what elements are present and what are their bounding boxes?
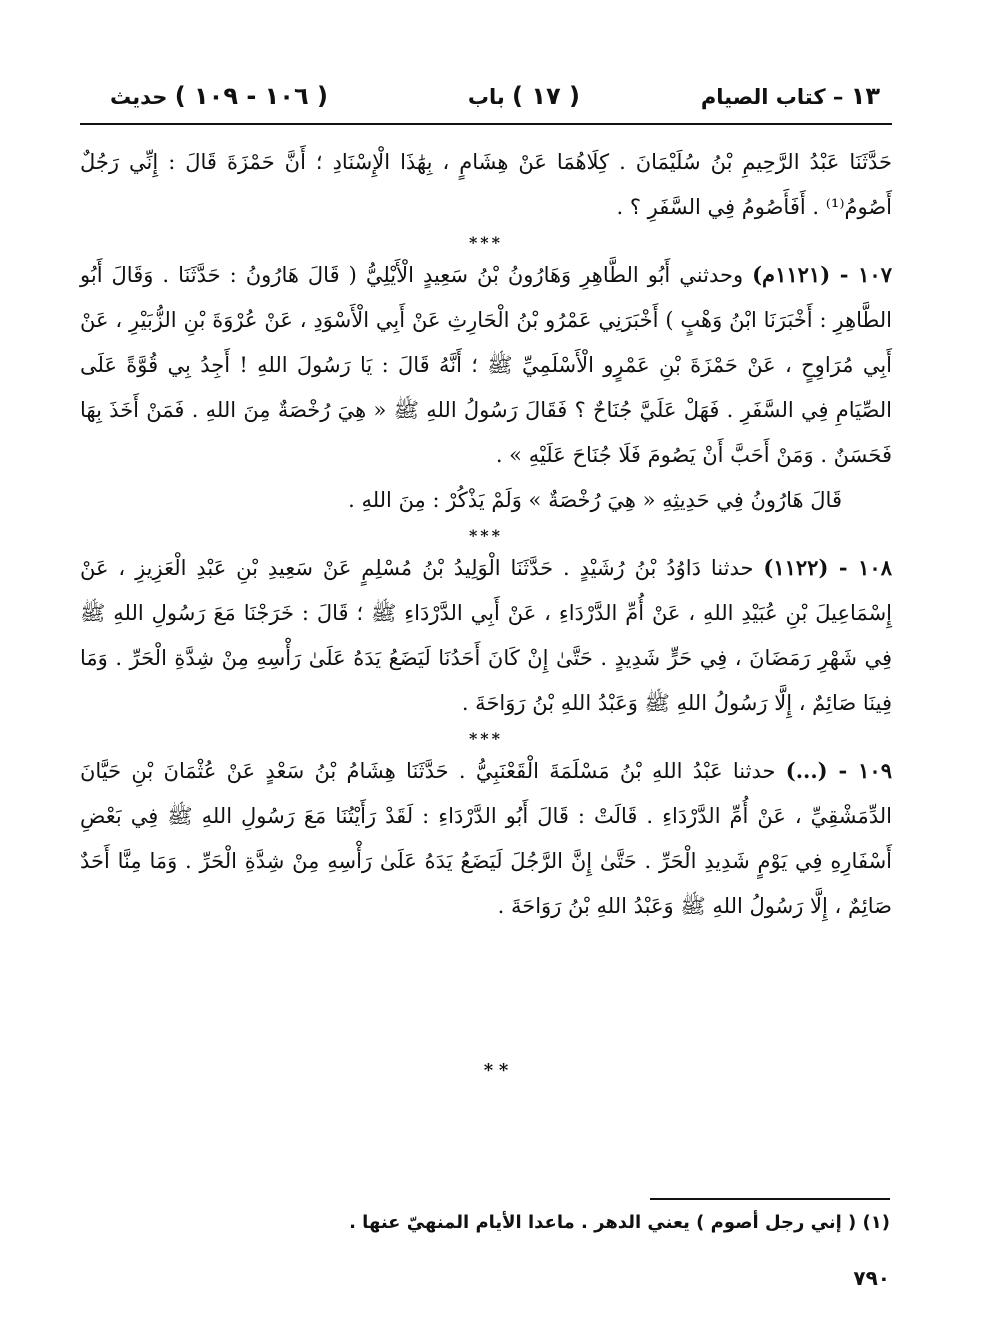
- hadith-109-number: ١٠٩ - (...): [785, 758, 892, 783]
- book-number: ١٣: [850, 82, 880, 110]
- section-separator: ***: [468, 526, 504, 545]
- hadith-108-text: حدثنا دَاوُدُ بْنُ رُشَيْدٍ . حَدَّثَنَا الْوَلِيدُ بْنُ مُسْلِمٍ عَنْ سَعِيدِ بْنِ عَبْدِ الْعَزِيزِ ، عَنْ إِسْمَاعِيلَ بْنِ عُبَيْدِ اللهِ ، عَنْ أُمِّ الدَّرْدَاءِ ، عَنْ أَبِي الدَّرْدَاءِ ﷺ ؛ قَالَ : خَرَجْنَا مَعَ رَسُولِ اللهِ ﷺ فِي شَهْرِ رَمَضَانَ ، فِي حَرٍّ شَدِيدٍ . حَتَّىٰ إِنْ كَانَ أَحَدُنَا لَيَضَعُ يَدَهُ عَلَىٰ رَأْسِهِ مِنْ شِدَّةِ الْحَرِّ . وَمَا فِينَا صَائِمٌ ، إِلَّا رَسُولُ اللهِ ﷺ وَعَبْدُ اللهِ بْنُ رَوَاحَةَ .: [80, 556, 892, 715]
- footnote-number: (١): [862, 1212, 890, 1233]
- hadith-108: [80, 545, 892, 726]
- hadith-107: [80, 252, 892, 478]
- section-separator: ***: [468, 233, 504, 252]
- chapter-number: ( ١٧ ): [512, 82, 580, 110]
- header-rule: [80, 123, 892, 125]
- chapter-label: [468, 82, 580, 110]
- footnote-rule: [650, 1198, 890, 1200]
- hadith-109-text: حدثنا عَبْدُ اللهِ بْنُ مَسْلَمَةَ الْقَعْنَبِيُّ . حَدَّثَنَا هِشَامُ بْنُ سَعْدٍ عَنْ عُثْمَانَ بْنِ حَيَّانَ الدِّمَشْقِيِّ ، عَنْ أُمِّ الدَّرْدَاءِ . قَالَتْ : قَالَ أَبُو الدَّرْدَاءِ : لَقَدْ رَأَيْتُنَا مَعَ رَسُولِ اللهِ ﷺ فِي بَعْضِ أَسْفَارِهِ فِي يَوْمٍ شَدِيدِ الْحَرِّ . حَتَّىٰ إِنَّ الرَّجُلَ لَيَضَعُ يَدَهُ عَلَىٰ رَأْسِهِ مِنْ شِدَّةِ الْحَرِّ . وَمَا مِنَّا أَحَدٌ صَائِمٌ ، إِلَّا رَسُولُ اللهِ ﷺ وَعَبْدُ اللهِ بْنُ رَوَاحَةَ .: [80, 759, 892, 918]
- hadith-108-number: ١٠٨ - (١١٢٢): [763, 555, 892, 580]
- chapter-label-text: باب: [467, 85, 505, 109]
- hadith-range-numbers: ( ١٠٦ - ١٠٩ ): [174, 82, 328, 110]
- hadith-range-label: حديث: [110, 85, 168, 109]
- footnote-text: ( إني رجل أصوم ) يعني الدهر . ماعدا الأيام المنهيّ عنها .: [349, 1212, 857, 1233]
- hadith-range: [110, 82, 328, 110]
- main-text: [80, 140, 892, 929]
- book-title: [701, 82, 880, 110]
- page-number: ٧٩٠: [853, 1266, 890, 1290]
- hadith-107-note: قَالَ هَارُونُ فِي حَدِيثِهِ « هِيَ رُخْصَةٌ » وَلَمْ يَذْكُرْ : مِنَ اللهِ .: [348, 488, 842, 512]
- running-header: [110, 78, 880, 118]
- book-title-text: – كتاب الصيام: [700, 85, 844, 109]
- hadith-107-number: ١٠٧ - (١١٢١م): [752, 262, 892, 287]
- paragraph-continuation: حَدَّثَنَا عَبْدُ الرَّحِيمِ بْنُ سُلَيْمَانَ . كِلَاهُمَا عَنْ هِشَامٍ ، بِهَٰذَا الْإِسْنَادِ ؛ أَنَّ حَمْزَةَ قَالَ : إِنِّي رَجُلٌ أَصُومُ⁽¹⁾ . أَفَأَصُومُ فِي السَّفَرِ ؟ .: [80, 150, 892, 219]
- footnote: [349, 1212, 890, 1233]
- hadith-107-text: وحدثني أَبُو الطَّاهِرِ وَهَارُونُ بْنُ سَعِيدٍ الْأَيْلِيُّ ( قَالَ هَارُونُ : حَدَّثَنَا . وَقَالَ أَبُو الطَّاهِرِ : أَخْبَرَنَا ابْنُ وَهْبٍ ) أَخْبَرَنِي عَمْرُو بْنُ الْحَارِثِ عَنْ أَبِي الْأَسْوَدِ ، عَنْ عُرْوَةَ بْنِ الزُّبَيْرِ ، عَنْ أَبِي مُرَاوِحٍ ، عَنْ حَمْزَةَ بْنِ عَمْرٍو الْأَسْلَمِيِّ ﷺ ؛ أَنَّهُ قَالَ : يَا رَسُولَ اللهِ ! أَجِدُ بِي قُوَّةً عَلَى الصِّيَامِ فِي السَّفَرِ . فَهَلْ عَلَيَّ جُنَاحٌ ؟ فَقَالَ رَسُولُ اللهِ ﷺ « هِيَ رُخْصَةٌ مِنَ اللهِ . فَمَنْ أَخَذَ بِهَا فَحَسَنٌ . وَمَنْ أَحَبَّ أَنْ يَصُومَ فَلَا جُنَاحَ عَلَيْهِ » .: [80, 263, 892, 467]
- section-separator: ***: [468, 729, 504, 748]
- hadith-109: [80, 748, 892, 929]
- chapter-end-mark: * *: [483, 1060, 511, 1081]
